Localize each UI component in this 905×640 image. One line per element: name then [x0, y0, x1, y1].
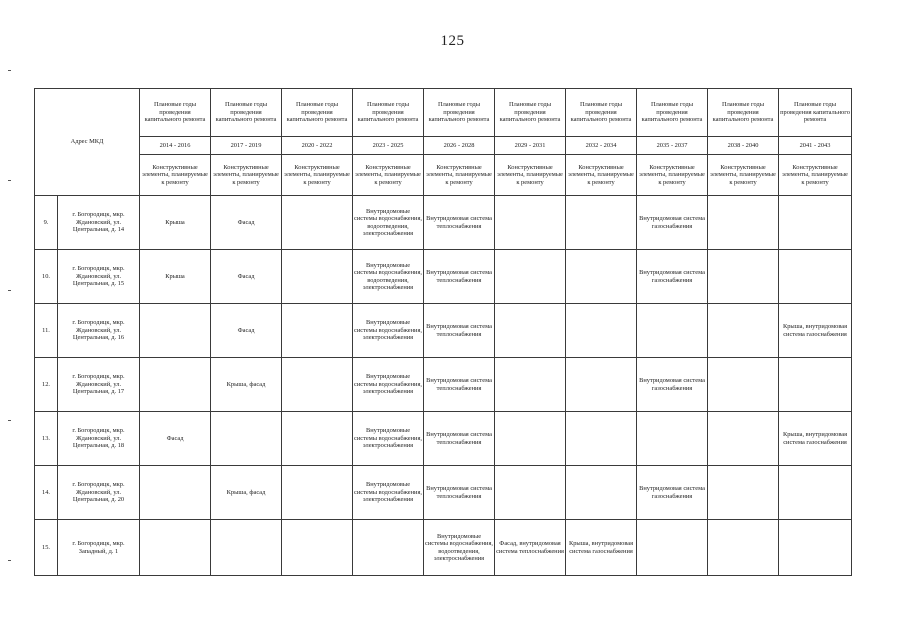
row-number: 12. [35, 358, 58, 412]
repair-cell [495, 412, 566, 466]
header-elements-row [35, 155, 852, 196]
elements-header: Конструктивные элементы, планируемые к ремонту [140, 155, 211, 196]
page-number: 125 [440, 33, 465, 49]
elements-header: Конструктивные элементы, планируемые к ремонту [779, 155, 852, 196]
repair-cell [566, 412, 637, 466]
repair-cell [282, 304, 353, 358]
planned-years-header: Плановые годы проведения капитального ремонта [495, 89, 566, 137]
repair-cell: Внутридомовая система теплоснабжения [424, 196, 495, 250]
margin-tick [8, 290, 11, 291]
repair-cell [282, 412, 353, 466]
repair-cell [637, 304, 708, 358]
repair-cell [282, 196, 353, 250]
repair-cell [211, 412, 282, 466]
repair-cell [708, 304, 779, 358]
repair-cell [495, 304, 566, 358]
margin-tick [8, 70, 11, 71]
row-address: г. Богородицк, мкр. Западный, д. 1 [58, 520, 140, 576]
repair-cell [495, 358, 566, 412]
planned-years-header: Плановые годы проведения капитального ремонта [779, 89, 852, 137]
repair-cell: Внутридомовая система газоснабжения [637, 250, 708, 304]
repair-cell [779, 196, 852, 250]
repair-cell: Внутридомовая система газоснабжения [637, 358, 708, 412]
row-number: 13. [35, 412, 58, 466]
repair-cell [282, 358, 353, 412]
address-header: Адрес МКД [35, 89, 140, 196]
row-address: г. Богородицк, мкр. Ждановский, ул. Центральная, д. 17 [58, 358, 140, 412]
repair-cell [566, 196, 637, 250]
repair-cell [637, 412, 708, 466]
table-row [35, 250, 852, 304]
repair-cell [779, 466, 852, 520]
period-header: 2035 - 2037 [637, 137, 708, 155]
planned-years-header: Плановые годы проведения капитального ремонта [708, 89, 779, 137]
repair-cell [140, 358, 211, 412]
period-header: 2020 - 2022 [282, 137, 353, 155]
elements-header: Конструктивные элементы, планируемые к ремонту [708, 155, 779, 196]
repair-cell: Крыша [140, 250, 211, 304]
planned-years-header: Плановые годы проведения капитального ремонта [566, 89, 637, 137]
repair-cell [708, 466, 779, 520]
planned-years-header: Плановые годы проведения капитального ремонта [282, 89, 353, 137]
header-years-row [35, 137, 852, 155]
repair-cell [140, 520, 211, 576]
row-address: г. Богородицк, мкр. Ждановский, ул. Центральная, д. 16 [58, 304, 140, 358]
period-header: 2014 - 2016 [140, 137, 211, 155]
elements-header: Конструктивные элементы, планируемые к ремонту [424, 155, 495, 196]
repair-cell: Внутридомовые системы водоснабжения, электроснабжения [353, 358, 424, 412]
margin-tick [8, 420, 11, 421]
table-row [35, 304, 852, 358]
row-number: 15. [35, 520, 58, 576]
row-number: 11. [35, 304, 58, 358]
repair-cell [779, 520, 852, 576]
planned-years-header: Плановые годы проведения капитального ремонта [637, 89, 708, 137]
row-number: 9. [35, 196, 58, 250]
table-row [35, 466, 852, 520]
repair-cell: Внутридомовые системы водоснабжения, водоотведения, электроснабжения [424, 520, 495, 576]
repair-cell [353, 520, 424, 576]
repair-cell: Крыша, внутридомовая система газоснабжения [779, 304, 852, 358]
repair-cell: Внутридомовая система теплоснабжения [424, 304, 495, 358]
period-header: 2032 - 2034 [566, 137, 637, 155]
elements-header: Конструктивные элементы, планируемые к ремонту [353, 155, 424, 196]
repair-cell [566, 358, 637, 412]
repair-cell: Внутридомовая система газоснабжения [637, 466, 708, 520]
repair-cell: Крыша, фасад [211, 358, 282, 412]
repair-cell: Внутридомовые системы водоснабжения, водоотведения, электроснабжения [353, 250, 424, 304]
margin-tick [8, 180, 11, 181]
period-header: 2041 - 2043 [779, 137, 852, 155]
repair-cell [495, 196, 566, 250]
table-row [35, 412, 852, 466]
repair-cell [779, 250, 852, 304]
row-number: 10. [35, 250, 58, 304]
row-address: г. Богородицк, мкр. Ждановский, ул. Центральная, д. 20 [58, 466, 140, 520]
repair-cell [495, 250, 566, 304]
repair-cell [282, 250, 353, 304]
repair-cell [779, 358, 852, 412]
repair-cell [566, 466, 637, 520]
repair-cell: Внутридомовая система теплоснабжения [424, 250, 495, 304]
repair-cell: Фасад [211, 304, 282, 358]
elements-header: Конструктивные элементы, планируемые к ремонту [282, 155, 353, 196]
repair-cell: Внутридомовая система теплоснабжения [424, 412, 495, 466]
table-row [35, 358, 852, 412]
repair-cell: Фасад [211, 250, 282, 304]
repair-cell [708, 412, 779, 466]
repair-cell: Внутридомовая система газоснабжения [637, 196, 708, 250]
repair-cell: Внутридомовые системы водоснабжения, электроснабжения [353, 412, 424, 466]
elements-header: Конструктивные элементы, планируемые к ремонту [211, 155, 282, 196]
repair-cell: Фасад, внутридомовая система теплоснабжения [495, 520, 566, 576]
planned-years-header: Плановые годы проведения капитального ремонта [211, 89, 282, 137]
header-planned-row [35, 89, 852, 137]
repair-cell [566, 304, 637, 358]
period-header: 2029 - 2031 [495, 137, 566, 155]
repair-cell [708, 250, 779, 304]
row-address: г. Богородицк, мкр. Ждановский, ул. Центральная, д. 14 [58, 196, 140, 250]
table-row [35, 196, 852, 250]
repair-cell: Крыша [140, 196, 211, 250]
planned-years-header: Плановые годы проведения капитального ремонта [140, 89, 211, 137]
planned-years-header: Плановые годы проведения капитального ремонта [424, 89, 495, 137]
planned-years-header: Плановые годы проведения капитального ремонта [353, 89, 424, 137]
repair-cell [708, 358, 779, 412]
row-address: г. Богородицк, мкр. Ждановский, ул. Центральная, д. 15 [58, 250, 140, 304]
repair-cell: Внутридомовые системы водоснабжения, электроснабжения [353, 466, 424, 520]
repair-cell [708, 196, 779, 250]
period-header: 2026 - 2028 [424, 137, 495, 155]
repair-cell [495, 466, 566, 520]
repair-cell [140, 466, 211, 520]
repair-cell [566, 250, 637, 304]
repair-cell: Крыша, фасад [211, 466, 282, 520]
row-address: г. Богородицк, мкр. Ждановский, ул. Центральная, д. 18 [58, 412, 140, 466]
repair-cell: Крыша, внутридомовая система газоснабжения [779, 412, 852, 466]
repair-cell: Фасад [140, 412, 211, 466]
margin-tick [8, 560, 11, 561]
period-header: 2017 - 2019 [211, 137, 282, 155]
repair-cell: Внутридомовые системы водоснабжения, водоотведения, электроснабжения [353, 196, 424, 250]
repair-cell: Внутридомовые системы водоснабжения, электроснабжения [353, 304, 424, 358]
repair-cell [637, 520, 708, 576]
repair-cell [140, 304, 211, 358]
repair-cell: Внутридомовая система теплоснабжения [424, 358, 495, 412]
repair-cell [708, 520, 779, 576]
period-header: 2038 - 2040 [708, 137, 779, 155]
repair-cell: Фасад [211, 196, 282, 250]
elements-header: Конструктивные элементы, планируемые к ремонту [495, 155, 566, 196]
elements-header: Конструктивные элементы, планируемые к ремонту [566, 155, 637, 196]
repair-cell [211, 520, 282, 576]
table-row [35, 520, 852, 576]
repair-cell: Крыша, внутридомовая система газоснабжения [566, 520, 637, 576]
row-number: 14. [35, 466, 58, 520]
repair-cell: Внутридомовая система теплоснабжения [424, 466, 495, 520]
period-header: 2023 - 2025 [353, 137, 424, 155]
repair-cell [282, 520, 353, 576]
repair-schedule-table [34, 88, 852, 576]
repair-cell [282, 466, 353, 520]
elements-header: Конструктивные элементы, планируемые к ремонту [637, 155, 708, 196]
